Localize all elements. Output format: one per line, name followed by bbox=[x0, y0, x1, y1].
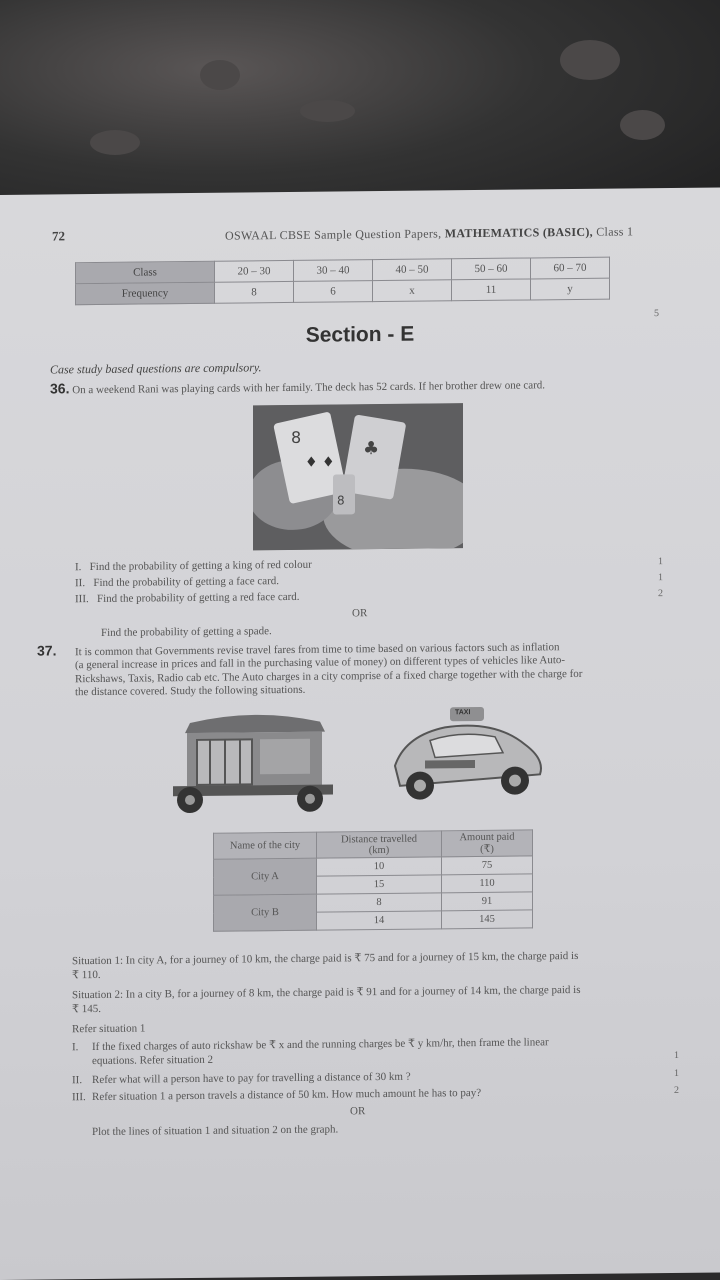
sub-text: Find the probability of getting a king of red colour bbox=[89, 558, 312, 574]
frequency-table bbox=[75, 257, 610, 306]
situation-1 bbox=[72, 948, 682, 982]
sub-number: III. bbox=[75, 593, 89, 606]
table-cell: y bbox=[531, 278, 610, 300]
table-cell: 14 bbox=[317, 911, 442, 930]
table-cell: 145 bbox=[442, 910, 533, 929]
q37-sub-3 bbox=[72, 1084, 682, 1104]
question-text: On a weekend Rani was playing cards with her family. The deck has 52 cards. If her brother drew one card. bbox=[72, 379, 546, 397]
q36-sub-3 bbox=[75, 591, 300, 605]
table-cell: 75 bbox=[442, 856, 533, 875]
table-cell: 30 – 40 bbox=[294, 260, 373, 282]
taxi-sign: TAXI bbox=[455, 709, 471, 717]
question-number: 37. bbox=[37, 642, 57, 659]
table-cell: 8 bbox=[215, 281, 294, 303]
table-cell: 110 bbox=[442, 874, 533, 893]
table-cell: 6 bbox=[294, 281, 373, 303]
svg-text:8: 8 bbox=[291, 427, 302, 447]
question-mark: 1 bbox=[658, 572, 663, 584]
table-row-label: Frequency bbox=[76, 282, 215, 304]
running-head bbox=[225, 224, 633, 243]
header-line: Amount paid bbox=[459, 831, 515, 844]
sub-text: If the fixed charges of auto rickshaw be ₹ x and the running charges be ₹ y km/hr, then frame the linear bbox=[92, 1036, 549, 1054]
table-row-label: Class bbox=[76, 261, 215, 283]
sub-text: Find the probability of getting a red face card. bbox=[97, 590, 300, 605]
header-line: (km) bbox=[368, 844, 390, 856]
table-cell: 20 – 30 bbox=[215, 260, 294, 282]
q36-sub-2 bbox=[75, 575, 279, 589]
table-cell: 50 – 60 bbox=[452, 258, 531, 280]
table-cell-city: City A bbox=[214, 858, 317, 895]
situation-line: Situation 2: In a city B, for a journey of 8 km, the charge paid is ₹ 91 and for a journey of 14 km, the charge paid is bbox=[72, 983, 581, 1002]
question-line: (a general increase in prices and fall in the purchasing value of money) on different types of vehicles like Auto- bbox=[75, 654, 566, 672]
taxi-illustration bbox=[385, 704, 550, 811]
auto-rickshaw-illustration bbox=[165, 706, 340, 823]
or-divider: OR bbox=[350, 1105, 366, 1118]
question-mark: 5 bbox=[654, 308, 659, 320]
section-instruction: Case study based questions are compulsory. bbox=[50, 360, 262, 377]
running-head-subject: MATHEMATICS (BASIC), bbox=[444, 224, 593, 241]
question-36 bbox=[50, 375, 545, 396]
sub-text: Refer situation 1 a person travels a distance of 50 km. How much amount he has to pay? bbox=[92, 1086, 482, 1104]
running-head-prefix: OSWAAL CBSE Sample Question Papers, bbox=[225, 226, 442, 243]
sub-number: III. bbox=[72, 1091, 86, 1104]
table-header: Name of the city bbox=[214, 832, 317, 859]
refer-situation: Refer situation 1 bbox=[72, 1022, 146, 1036]
question-line: It is common that Governments revise travel fares from time to time based on various factors such as inflation bbox=[75, 641, 560, 659]
fare-table bbox=[213, 829, 533, 931]
svg-text:♦ ♦: ♦ ♦ bbox=[305, 454, 335, 471]
table-cell: 11 bbox=[452, 279, 531, 301]
sub-text: Find the probability of getting a face card. bbox=[93, 575, 280, 590]
table-cell: 15 bbox=[317, 875, 442, 894]
question-mark: 1 bbox=[674, 1067, 679, 1079]
table-cell-city: City B bbox=[214, 894, 317, 931]
svg-text:♣: ♣ bbox=[363, 438, 380, 460]
situation-line: Situation 1: In city A, for a journey of 10 km, the charge paid is ₹ 75 and for a journey of 15 km, the charge paid is bbox=[72, 949, 579, 968]
q37-alternative: Plot the lines of situation 1 and situation 2 on the graph. bbox=[92, 1123, 339, 1139]
situation-line: ₹ 145. bbox=[72, 1002, 101, 1016]
table-cell: 60 – 70 bbox=[531, 257, 610, 279]
header-line: (₹) bbox=[480, 843, 494, 855]
textbook-page bbox=[0, 187, 720, 1280]
question-line: the distance covered. Study the following situations. bbox=[75, 684, 306, 699]
playing-cards-photo bbox=[253, 403, 463, 550]
situation-2 bbox=[72, 982, 682, 1016]
question-mark: 1 bbox=[674, 1049, 679, 1061]
question-37 bbox=[37, 640, 675, 700]
table-cell: 10 bbox=[317, 857, 442, 876]
table-header bbox=[317, 831, 442, 858]
situation-line: ₹ 110. bbox=[72, 968, 101, 982]
table-cell: 91 bbox=[442, 892, 533, 911]
page-number: 72 bbox=[52, 228, 65, 244]
table-cell: 40 – 50 bbox=[373, 259, 452, 281]
sub-text: equations. Refer situation 2 bbox=[92, 1053, 213, 1068]
question-mark: 1 bbox=[658, 556, 663, 568]
table-cell: x bbox=[373, 280, 452, 302]
table-cell: 8 bbox=[317, 893, 442, 912]
sub-number: I. bbox=[75, 561, 82, 574]
question-mark: 2 bbox=[674, 1084, 679, 1096]
sub-number: I. bbox=[72, 1041, 79, 1054]
header-line: Distance travelled bbox=[340, 833, 418, 845]
sub-number: II. bbox=[72, 1074, 83, 1087]
section-title: Section - E bbox=[305, 322, 415, 347]
table-header bbox=[442, 830, 533, 857]
question-mark: 2 bbox=[658, 588, 663, 600]
question-number: 36. bbox=[50, 380, 70, 397]
q36-sub-1 bbox=[75, 559, 312, 573]
sub-number: II. bbox=[75, 577, 86, 590]
or-divider: OR bbox=[352, 607, 368, 620]
q37-sub-1 bbox=[72, 1034, 682, 1068]
question-line: Rickshaws, Taxis, Radio cab etc. The Auto charges in a city comprise of a fixed charge together with the charge for bbox=[75, 667, 583, 686]
sub-text: Refer what will a person have to pay for travelling a distance of 30 km ? bbox=[92, 1070, 411, 1087]
q36-alternative: Find the probability of getting a spade. bbox=[101, 625, 272, 639]
svg-text:8: 8 bbox=[337, 493, 345, 508]
running-head-class: Class 1 bbox=[596, 224, 634, 239]
